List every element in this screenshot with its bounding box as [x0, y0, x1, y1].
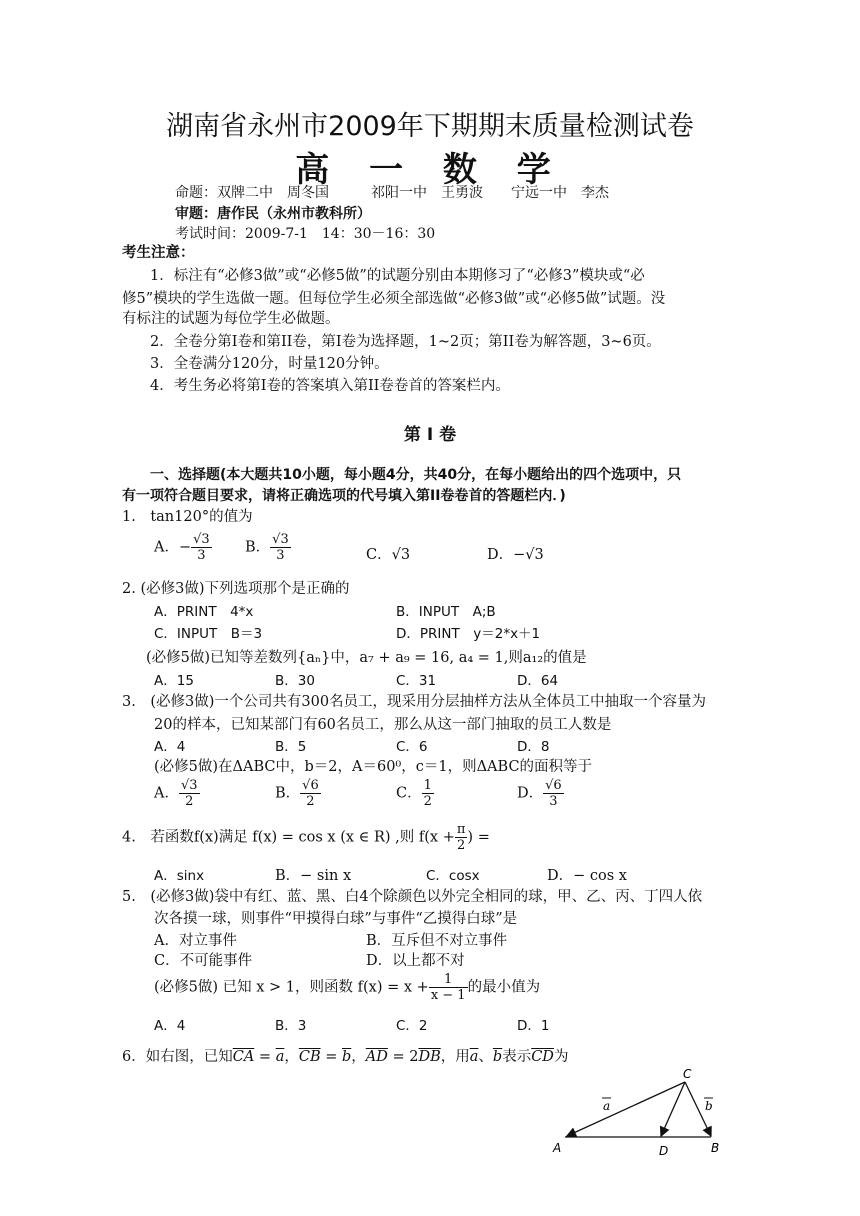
- q5-option-d: D．以上都不对: [366, 953, 465, 969]
- q3-alt-b-num: √6: [302, 778, 319, 793]
- q6-stem: [122, 1045, 568, 1066]
- authors-line: 命题：双牌二中 周冬国 祁阳一中 王勇波 宁远一中 李杰: [175, 185, 609, 201]
- q6-vector-cb: $\overline{CB}$: [298, 1049, 321, 1065]
- q1-option-d: [487, 543, 544, 564]
- q1-option-b-label: B．: [245, 539, 271, 556]
- q3-stem-line-2: 20的样本，已知某部门有60名员工，那么从这一部门抽取的员工人数是: [154, 717, 612, 733]
- q1-c-value: √3: [391, 547, 411, 563]
- part1-instruction-line-1: 一、选择题(本大题共10小题，每小题4分，共40分，在每小题给出的四个选项中，只: [150, 467, 682, 483]
- q5-alt-option-c: C．2: [396, 1018, 428, 1034]
- q6-tail2: 表示: [502, 1049, 532, 1065]
- q4-option-a: A．sinx: [154, 868, 205, 884]
- exam-title: 湖南省永州市2009年下期期末质量检测试卷: [166, 111, 694, 142]
- q3-alt-d-num: √6: [545, 778, 562, 793]
- q5-alt-den: x − 1: [430, 988, 466, 1003]
- q6-vector-ca: $\overline{CA}$: [232, 1049, 255, 1065]
- q5-stem-line-1: 5. (必修3做)袋中有红、蓝、黑、白4个除颜色以外完全相同的球，甲、乙、丙、丁四人依: [122, 889, 703, 905]
- q2-alt-option-a: A．15: [154, 673, 194, 689]
- q3-alt-b-label: B．: [275, 785, 301, 802]
- reviewer-line: 审题：唐作民（永州市教科所）: [175, 206, 371, 222]
- q1-option-a-frac: [191, 532, 212, 563]
- vertex-b-label: B: [711, 1141, 720, 1155]
- q2-alt-option-c: C．31: [396, 673, 437, 689]
- q4-pi: π: [456, 822, 466, 837]
- q5-alt-stem-a: (必修5做) 已知 x > 1，则函数 f(x) = x +: [154, 979, 429, 996]
- q3-option-b: B．5: [275, 739, 307, 755]
- q5-alt-option-d: D．1: [517, 1018, 550, 1034]
- q3-alt-b-den: 2: [306, 794, 315, 809]
- q6-sep2: ，: [351, 1049, 366, 1065]
- q5-alt-stem-b: 的最小值为: [467, 979, 541, 996]
- q1-b-num: √3: [272, 532, 289, 547]
- q3-alt-c-label: C．: [396, 785, 422, 802]
- q1-d-value: √3: [525, 547, 544, 563]
- q3-alt-a-frac: [179, 778, 200, 809]
- notice-item-4: 4．考生务必将第I卷的答案填入第II卷卷首的答案栏内。: [150, 378, 510, 394]
- q6-eq3: = 2: [387, 1049, 419, 1065]
- section-heading: 第 I 卷: [403, 425, 457, 445]
- vector-a-label: a: [603, 1099, 611, 1113]
- q3-alt-a-den: 2: [185, 794, 194, 809]
- q3-alt-d-den: 3: [549, 794, 558, 809]
- q3-alt-stem: (必修5做)在ΔABC中，b＝2，A＝60⁰，c＝1，则ΔABC的面积等于: [154, 759, 593, 775]
- q6-tail3: 为: [553, 1049, 569, 1065]
- q3-option-c: C．6: [396, 739, 428, 755]
- q6-vector-a2: $\overline{a}$: [469, 1049, 479, 1065]
- q3-alt-d-label: D．: [517, 785, 544, 802]
- q6-vector-ad: $\overline{AD}$: [365, 1049, 388, 1065]
- exam-time-line: 考试时间：2009-7-1 14：30－16：30: [175, 226, 436, 242]
- notice-item-1-line-2: 修5”模块的学生选做一题。但每位学生必须全部选做“必修3做”或“必修5做”试题。没: [122, 291, 666, 307]
- q5-option-b: B．互斥但不对立事件: [366, 933, 508, 949]
- notice-item-2: 2．全卷分第I卷和第II卷，第I卷为选择题，1~2页；第II卷为解答题，3~6页。: [150, 334, 661, 350]
- vertex-a-label: A: [553, 1141, 562, 1155]
- vector-cd-arrow: [661, 1082, 685, 1136]
- q1-option-c: [366, 543, 410, 564]
- q1-a-num: √3: [193, 532, 210, 547]
- q4-option-c: C．cosx: [426, 868, 480, 884]
- q4-stem: [122, 822, 490, 853]
- q1-option-c-label: C．: [366, 547, 392, 563]
- q5-stem-line-2: 次各摸一球，则事件“甲摸得白球”与事件“乙摸得白球”是: [154, 911, 518, 927]
- vertex-c-label: C: [683, 1067, 692, 1081]
- q5-alt-stem: [154, 972, 540, 1003]
- q3-alt-option-d: [517, 778, 564, 809]
- q4-tail: ) =: [467, 829, 490, 846]
- q6-eq1: =: [254, 1049, 276, 1065]
- q3-alt-c-den: 2: [423, 794, 432, 809]
- q3-alt-option-b: [275, 778, 321, 809]
- q5-alt-option-a: A．4: [154, 1018, 186, 1034]
- q2-option-c: C．INPUT B＝3: [154, 626, 263, 642]
- q5-alt-num: 1: [429, 972, 468, 988]
- q4-pi-over-2: [455, 822, 468, 853]
- q1-stem: 1. tan120°的值为: [122, 509, 253, 525]
- q2-alt-stem: (必修5做)已知等差数列{aₙ}中，a₇ + a₉ = 16, a₄ = 1,则a₁₂的值是: [146, 650, 587, 666]
- q2-alt-option-d: D．64: [517, 673, 559, 689]
- q4-stem-text: 4. 若函数f(x)满足 f(x) = cos x (x ∈ R) ,则 f(x +: [122, 829, 455, 846]
- subject-title: 高 一 数 学: [295, 150, 565, 190]
- q3-stem-line-1: 3. (必修3做)一个公司共有300名员工，现采用分层抽样方法从全体员工中抽取一个容量为: [122, 694, 707, 710]
- part1-instruction-line-2: 有一项符合题目要求，请将正确选项的代号填入第II卷卷首的答题栏内．): [122, 488, 566, 504]
- vertex-d-label: D: [659, 1144, 669, 1158]
- q6-lead: 6．如右图，已知: [122, 1049, 233, 1065]
- q6-vector-db: $\overline{DB}$: [418, 1049, 441, 1065]
- q3-alt-d-frac: [543, 778, 564, 809]
- q3-alt-option-c: [396, 778, 434, 809]
- q6-tail1: ，用: [440, 1049, 470, 1065]
- notice-item-3: 3．全卷满分120分，时量120分钟。: [150, 356, 389, 372]
- q2-option-a: A．PRINT 4*x: [154, 604, 254, 620]
- notice-item-1-line-1: 1．标注有“必修3做”或“必修5做”的试题分别由本期修习了“必修3”模块或“必: [150, 268, 645, 284]
- q6-dun: 、: [478, 1049, 493, 1065]
- q2-alt-option-b: B．30: [275, 673, 315, 689]
- q1-option-b-frac: [270, 532, 291, 563]
- q6-vector-cd: $\overline{CD}$: [531, 1049, 554, 1065]
- q3-alt-a-label: A．: [154, 785, 179, 802]
- q3-alt-c-num: 1: [423, 778, 432, 793]
- q3-alt-c-frac: [422, 778, 434, 809]
- notice-item-1-line-3: 有标注的试题为每位学生必做题。: [122, 311, 340, 327]
- q5-option-c: C．不可能事件: [154, 953, 253, 969]
- q4-option-b: B．− sin x: [275, 868, 352, 884]
- q1-option-a: [154, 532, 212, 563]
- q6-sep1: ，: [284, 1049, 299, 1065]
- q1-option-a-label: A．−: [154, 539, 192, 556]
- q5-alt-option-b: B．3: [275, 1018, 307, 1034]
- q5-alt-frac: [429, 972, 468, 1003]
- q2-option-d: D．PRINT y＝2*x＋1: [396, 626, 541, 642]
- q1-option-b: [245, 532, 291, 563]
- q1-b-den: 3: [276, 548, 285, 563]
- q2-option-b: B．INPUT A;B: [396, 604, 496, 620]
- q3-option-d: D．8: [517, 739, 550, 755]
- q3-alt-a-num: √3: [180, 778, 198, 793]
- q6-vector-b: $\overline{b}$: [341, 1049, 352, 1065]
- q6-eq2: =: [320, 1049, 342, 1065]
- q1-a-den: 3: [197, 548, 206, 563]
- q5-option-a: A．对立事件: [154, 933, 237, 949]
- notice-heading: 考生注意：: [122, 244, 195, 261]
- q3-option-a: A．4: [154, 739, 186, 755]
- q4-two: 2: [457, 838, 466, 853]
- q6-vector-a: $\overline{a}$: [275, 1049, 285, 1065]
- q6-triangle-figure: [545, 1062, 735, 1162]
- q2-stem: 2. (必修3做)下列选项那个是正确的: [122, 581, 350, 597]
- vector-ca-arrow: [567, 1082, 685, 1136]
- q3-alt-option-a: [154, 778, 200, 809]
- q1-option-d-label: D．−: [487, 547, 526, 563]
- vector-b-label: b: [705, 1099, 713, 1113]
- q3-alt-b-frac: [300, 778, 321, 809]
- q4-option-d: D．− cos x: [547, 868, 627, 884]
- q6-vector-b2: $\overline{b}$: [492, 1049, 503, 1065]
